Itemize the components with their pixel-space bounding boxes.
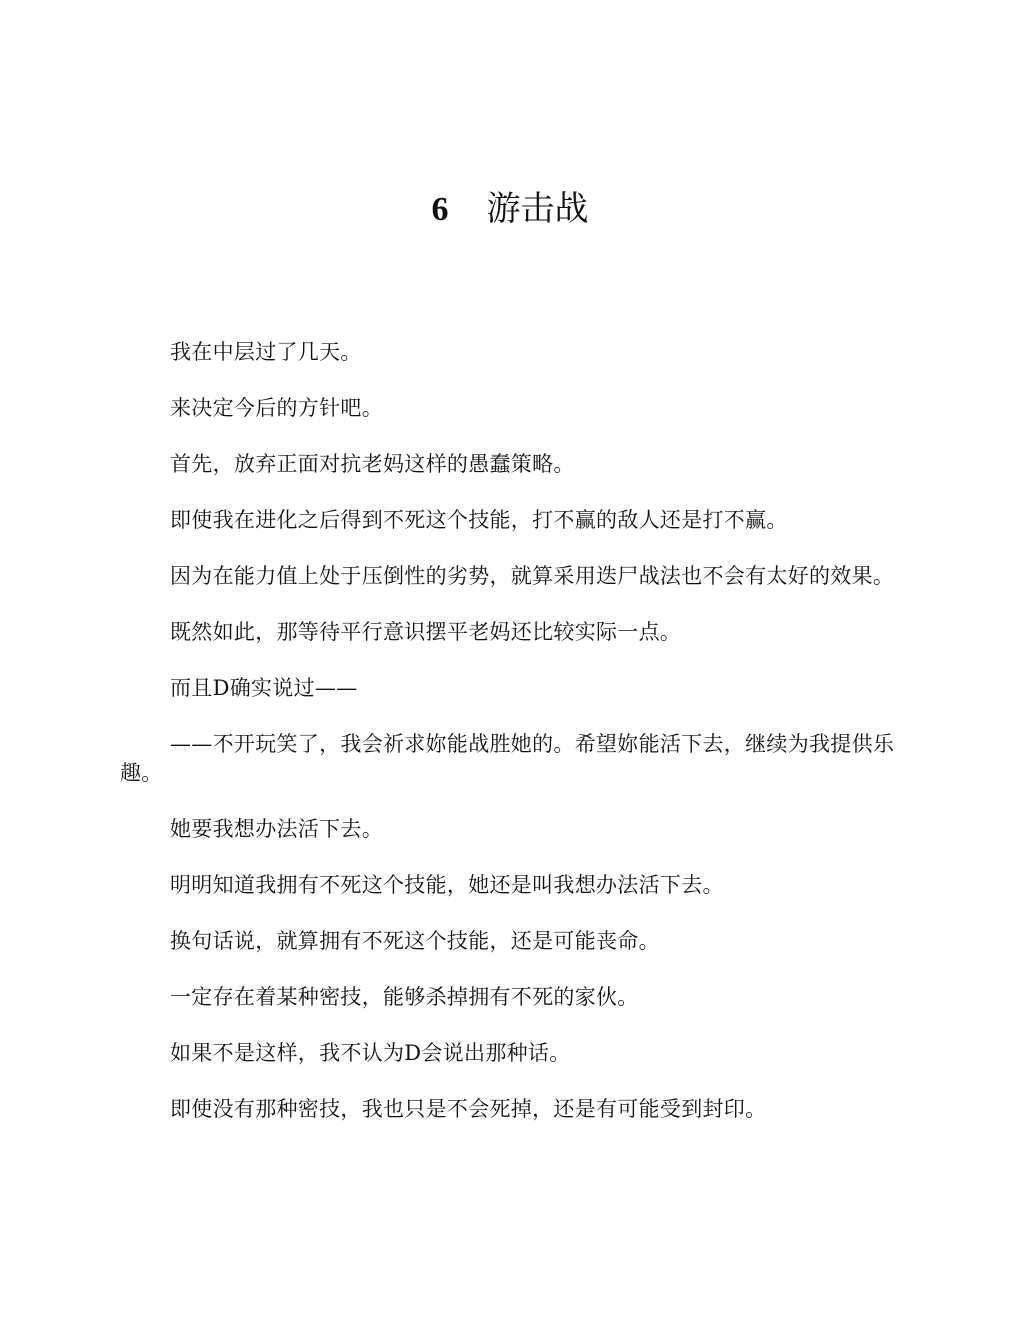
chapter-number: 6: [431, 190, 449, 228]
chapter-name: 游击战: [486, 188, 589, 229]
paragraph: 我在中层过了几天。: [170, 340, 362, 364]
paragraph: ——不开玩笑了，我会祈求妳能战胜她的。希望妳能活下去，继续为我提供乐趣。: [120, 732, 895, 785]
paragraph: 即使没有那种密技，我也只是不会死掉，还是有可能受到封印。: [170, 1097, 767, 1121]
paragraph: 她要我想办法活下去。: [170, 817, 383, 841]
paragraph: 首先，放弃正面对抗老妈这样的愚蠢策略。: [170, 452, 575, 476]
paragraph: 换句话说，就算拥有不死这个技能，还是可能丧命。: [170, 929, 660, 953]
paragraph: 既然如此，那等待平行意识摆平老妈还比较实际一点。: [170, 620, 682, 644]
paragraph: 如果不是这样，我不认为D会说出那种话。: [170, 1041, 571, 1065]
paragraph: 来决定今后的方针吧。: [170, 396, 383, 420]
paragraph: 因为在能力值上处于压倒性的劣势，就算采用迭尸战法也不会有太好的效果。: [170, 564, 895, 588]
paragraph: 即使我在进化之后得到不死这个技能，打不赢的敌人还是打不赢。: [170, 508, 788, 532]
chapter-body: [120, 338, 900, 1151]
paragraph: 一定存在着某种密技，能够杀掉拥有不死的家伙。: [170, 985, 639, 1009]
paragraph: 明明知道我拥有不死这个技能，她还是叫我想办法活下去。: [170, 873, 724, 897]
chapter-title: [0, 183, 1020, 236]
paragraph: 而且D确实说过——: [170, 676, 358, 700]
